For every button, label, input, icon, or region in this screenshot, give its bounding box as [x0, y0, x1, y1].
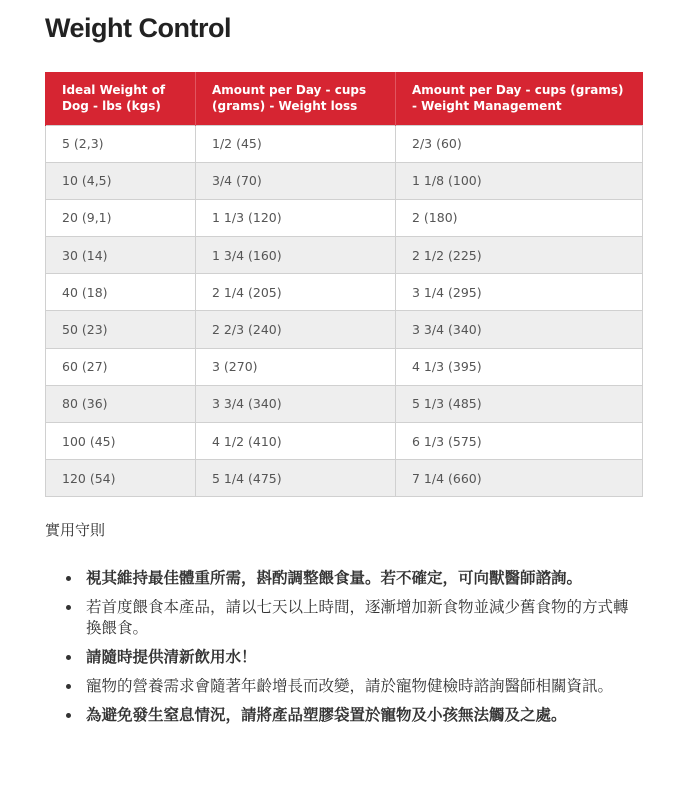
- cell-ideal-weight: 30 (14): [46, 237, 196, 274]
- guideline-text: 視其維持最佳體重所需，斟酌調整餵食量。若不確定，可向獸醫師諮詢。: [86, 569, 583, 587]
- table-row: [46, 199, 643, 236]
- list-item: [64, 597, 639, 639]
- header-ideal-weight: Ideal Weight of Dog - lbs (kgs): [46, 72, 196, 125]
- cell-weight-management: 5 1/3 (485): [396, 385, 643, 422]
- cell-ideal-weight: 50 (23): [46, 311, 196, 348]
- guidelines-heading: 實用守則: [45, 521, 106, 539]
- cell-weight-loss: 2 1/4 (205): [196, 274, 396, 311]
- bullet-icon: [66, 655, 71, 660]
- guideline-text: 寵物的營養需求會隨著年齡增長而改變，請於寵物健檢時諮詢醫師相關資訊。: [86, 677, 614, 695]
- cell-ideal-weight: 10 (4,5): [46, 162, 196, 199]
- cell-weight-management: 7 1/4 (660): [396, 460, 643, 497]
- table-row: [46, 348, 643, 385]
- guideline-text: 請隨時提供清新飲用水！: [86, 648, 257, 666]
- table-row: [46, 460, 643, 497]
- bullet-icon: [66, 684, 71, 689]
- table-header-row: [46, 72, 643, 125]
- cell-ideal-weight: 120 (54): [46, 460, 196, 497]
- cell-weight-management: 6 1/3 (575): [396, 423, 643, 460]
- guideline-text: 為避免發生窒息情況，請將產品塑膠袋置於寵物及小孩無法觸及之處。: [86, 706, 567, 724]
- cell-weight-management: 4 1/3 (395): [396, 348, 643, 385]
- cell-weight-management: 3 3/4 (340): [396, 311, 643, 348]
- cell-ideal-weight: 80 (36): [46, 385, 196, 422]
- guideline-text: 若首度餵食本產品，請以七天以上時間，逐漸增加新食物並減少舊食物的方式轉換餵食。: [86, 598, 629, 637]
- cell-ideal-weight: 100 (45): [46, 423, 196, 460]
- page-title: Weight Control: [45, 13, 231, 43]
- table-row: [46, 423, 643, 460]
- list-item: [64, 705, 639, 726]
- cell-weight-loss: 5 1/4 (475): [196, 460, 396, 497]
- list-item: [64, 568, 639, 589]
- cell-weight-loss: 3 (270): [196, 348, 396, 385]
- header-weight-loss: Amount per Day - cups (grams) - Weight loss: [196, 72, 396, 125]
- cell-weight-loss: 1/2 (45): [196, 125, 396, 162]
- cell-weight-loss: 1 1/3 (120): [196, 199, 396, 236]
- cell-weight-loss: 2 2/3 (240): [196, 311, 396, 348]
- bullet-icon: [66, 713, 71, 718]
- cell-weight-loss: 3/4 (70): [196, 162, 396, 199]
- cell-weight-loss: 4 1/2 (410): [196, 423, 396, 460]
- bullet-icon: [66, 605, 71, 610]
- header-weight-management: Amount per Day - cups (grams) - Weight Management: [396, 72, 643, 125]
- table-row: [46, 311, 643, 348]
- cell-weight-loss: 3 3/4 (340): [196, 385, 396, 422]
- bullet-icon: [66, 576, 71, 581]
- cell-weight-management: 2/3 (60): [396, 125, 643, 162]
- table-row: [46, 162, 643, 199]
- cell-weight-management: 2 1/2 (225): [396, 237, 643, 274]
- feeding-table: [45, 72, 643, 497]
- cell-weight-management: 1 1/8 (100): [396, 162, 643, 199]
- list-item: [64, 676, 639, 697]
- table-row: [46, 385, 643, 422]
- cell-ideal-weight: 20 (9,1): [46, 199, 196, 236]
- cell-ideal-weight: 60 (27): [46, 348, 196, 385]
- cell-ideal-weight: 40 (18): [46, 274, 196, 311]
- cell-weight-management: 3 1/4 (295): [396, 274, 643, 311]
- cell-weight-management: 2 (180): [396, 199, 643, 236]
- cell-ideal-weight: 5 (2,3): [46, 125, 196, 162]
- table-row: [46, 125, 643, 162]
- list-item: [64, 647, 639, 668]
- table-row: [46, 237, 643, 274]
- table-row: [46, 274, 643, 311]
- guidelines-list: [64, 568, 639, 734]
- cell-weight-loss: 1 3/4 (160): [196, 237, 396, 274]
